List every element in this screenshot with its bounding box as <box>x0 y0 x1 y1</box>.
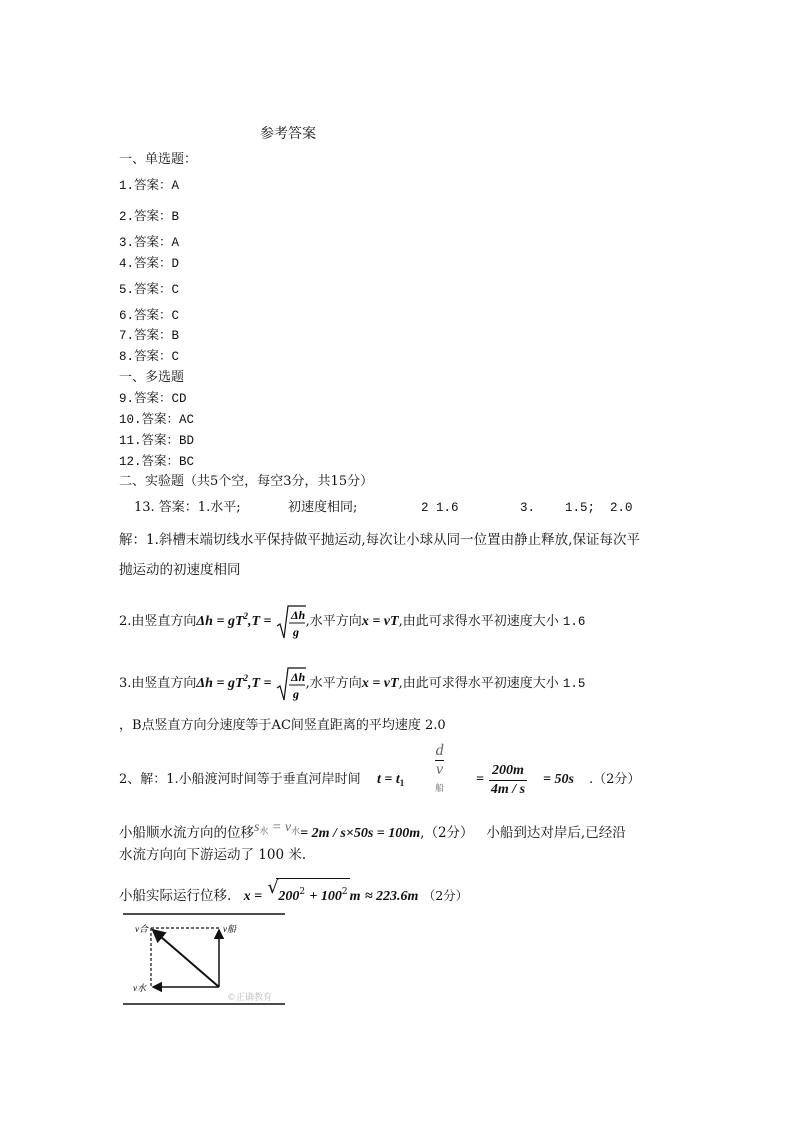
answer-7: 7.答案：B <box>119 329 180 343</box>
section-experiment: 二、实验题（共5个空，每空3分，共15分） <box>119 474 374 489</box>
q13-a2: 2 1.6 <box>421 501 459 515</box>
boat-frac-d-v: d v 船 <box>435 742 445 793</box>
boat-frac-200m-4ms: $\frac{200m}{4m / s}$ <box>490 763 526 797</box>
q13-a3c: 2.0 <box>610 501 633 515</box>
label-v-chuan: v船 <box>223 924 236 934</box>
solution-3 <box>119 660 585 702</box>
solution-1-line2: 抛运动的初速度相同 <box>119 562 241 578</box>
section-single-choice: 一、单选题： <box>119 152 198 167</box>
solution-3-suffix: ,由此可求得水平初速度大小 <box>398 676 559 691</box>
boat2-calc: = 2m / s×50s = 100m <box>300 826 421 841</box>
solution-1-line1: 解：1.斜槽末端切线水平保持做平抛运动,每次让小球从同一位置由静止释放,保证每次平 <box>119 532 640 548</box>
answer-10: 10.答案：AC <box>119 413 195 427</box>
boat-t-eq: $t = t_1$ <box>377 772 405 788</box>
label-v-he: v合 <box>135 924 148 934</box>
solution-2-prefix: 2.由竖直方向 <box>119 614 197 629</box>
answer-2: 2.答案：B <box>119 210 180 224</box>
solution-2-mid: ,水平方向 <box>305 614 362 629</box>
answer-12: 12.答案：BC <box>119 455 195 469</box>
solution-3-prefix: 3.由竖直方向 <box>119 676 197 691</box>
q13-prefix: 13. 答案：1.水平; <box>134 500 241 515</box>
boat-line2: 小船顺水流方向的位移$s_水 = v_水= 2m / s\times 50s = 100m,(2$分） 小船到达对岸后,已经沿 <box>119 820 626 841</box>
answer-8: 8.答案：C <box>119 350 180 364</box>
answer-9: 9.答案：CD <box>119 392 187 406</box>
velocity-diagram <box>119 908 289 1008</box>
boat-prefix: 2、解：1.小船渡河时间等于垂直河岸时间 <box>119 772 361 787</box>
q13-answer <box>134 500 241 516</box>
boat-line4: 小船实际运行位移. x = √ $200^2 + 100^2$ m ≈ 223.6m （2分） <box>119 878 468 910</box>
boat-eq: = <box>476 772 484 787</box>
formula-dh-2: $\Delta h = gT^2$ <box>196 673 248 691</box>
solution-3-extra: ，B点竖直方向分速度等于AC间竖直距离的平均速度 2.0 <box>119 718 446 733</box>
boat2-tail: 小船到达对岸后,已经沿 <box>486 825 626 841</box>
svg-text:g: g <box>292 686 299 701</box>
answer-6: 6.答案：C <box>119 309 180 323</box>
formula-T: ,T = <box>248 614 272 629</box>
answer-4: 4.答案：D <box>119 257 180 271</box>
sqrt-dh-over-g <box>276 604 306 640</box>
solution-3-value: 1.5 <box>562 677 586 691</box>
boat4-approx: ≈ 223.6 <box>364 889 408 904</box>
svg-text:g: g <box>292 624 299 639</box>
q13-a1b: 初速度相同; <box>288 500 358 515</box>
boat-score: .（2分） <box>589 772 641 787</box>
svg-text:Δh: Δh <box>290 669 305 684</box>
formula-dh: $\Delta h = gT^2$ <box>196 611 248 629</box>
watermark: ©正确教育 <box>227 993 273 1003</box>
answer-5: 5.答案：C <box>119 283 180 297</box>
solution-2-value: 1.6 <box>562 615 586 629</box>
boat4-sqrt: √ $200^2 + 100^2$ <box>276 878 349 910</box>
solution-2-suffix: ,由此可求得水平初速度大小 <box>398 614 559 629</box>
answer-1: 1.答案：A <box>119 179 180 193</box>
boat-line3: 水流方向向下游运动了 100 米. <box>119 847 307 863</box>
solution-3-mid: ,水平方向 <box>305 676 362 691</box>
boat4-score: （2分） <box>422 888 469 903</box>
section-multi-choice: 一、多选题 <box>119 370 185 385</box>
v-he-arrow <box>153 930 219 987</box>
boat4-prefix: 小船实际运行位移. <box>119 888 232 904</box>
answer-11: 11.答案：BD <box>119 434 195 448</box>
q13-a3b: 1.5; <box>565 501 596 515</box>
boat2-score: ,（2分） <box>420 825 474 841</box>
boat2-prefix: 小船顺水流方向的位移 <box>119 825 254 841</box>
formula-T-2: ,T = <box>248 676 272 691</box>
solution-2 <box>119 598 585 640</box>
boat4-formula: x = <box>243 889 263 904</box>
q13-a3: 3. <box>520 501 536 515</box>
page-title: 参考答案 <box>260 126 316 142</box>
svg-text:Δh: Δh <box>290 607 305 622</box>
sqrt-dh-over-g-2 <box>276 666 306 702</box>
formula-x-vT-2: x = vT <box>361 676 399 691</box>
answer-3: 3.答案：A <box>119 236 180 250</box>
label-v-shui: v水 <box>133 983 146 993</box>
boat-result: = 50s <box>543 772 574 787</box>
formula-x-vT: x = vT <box>361 614 399 629</box>
